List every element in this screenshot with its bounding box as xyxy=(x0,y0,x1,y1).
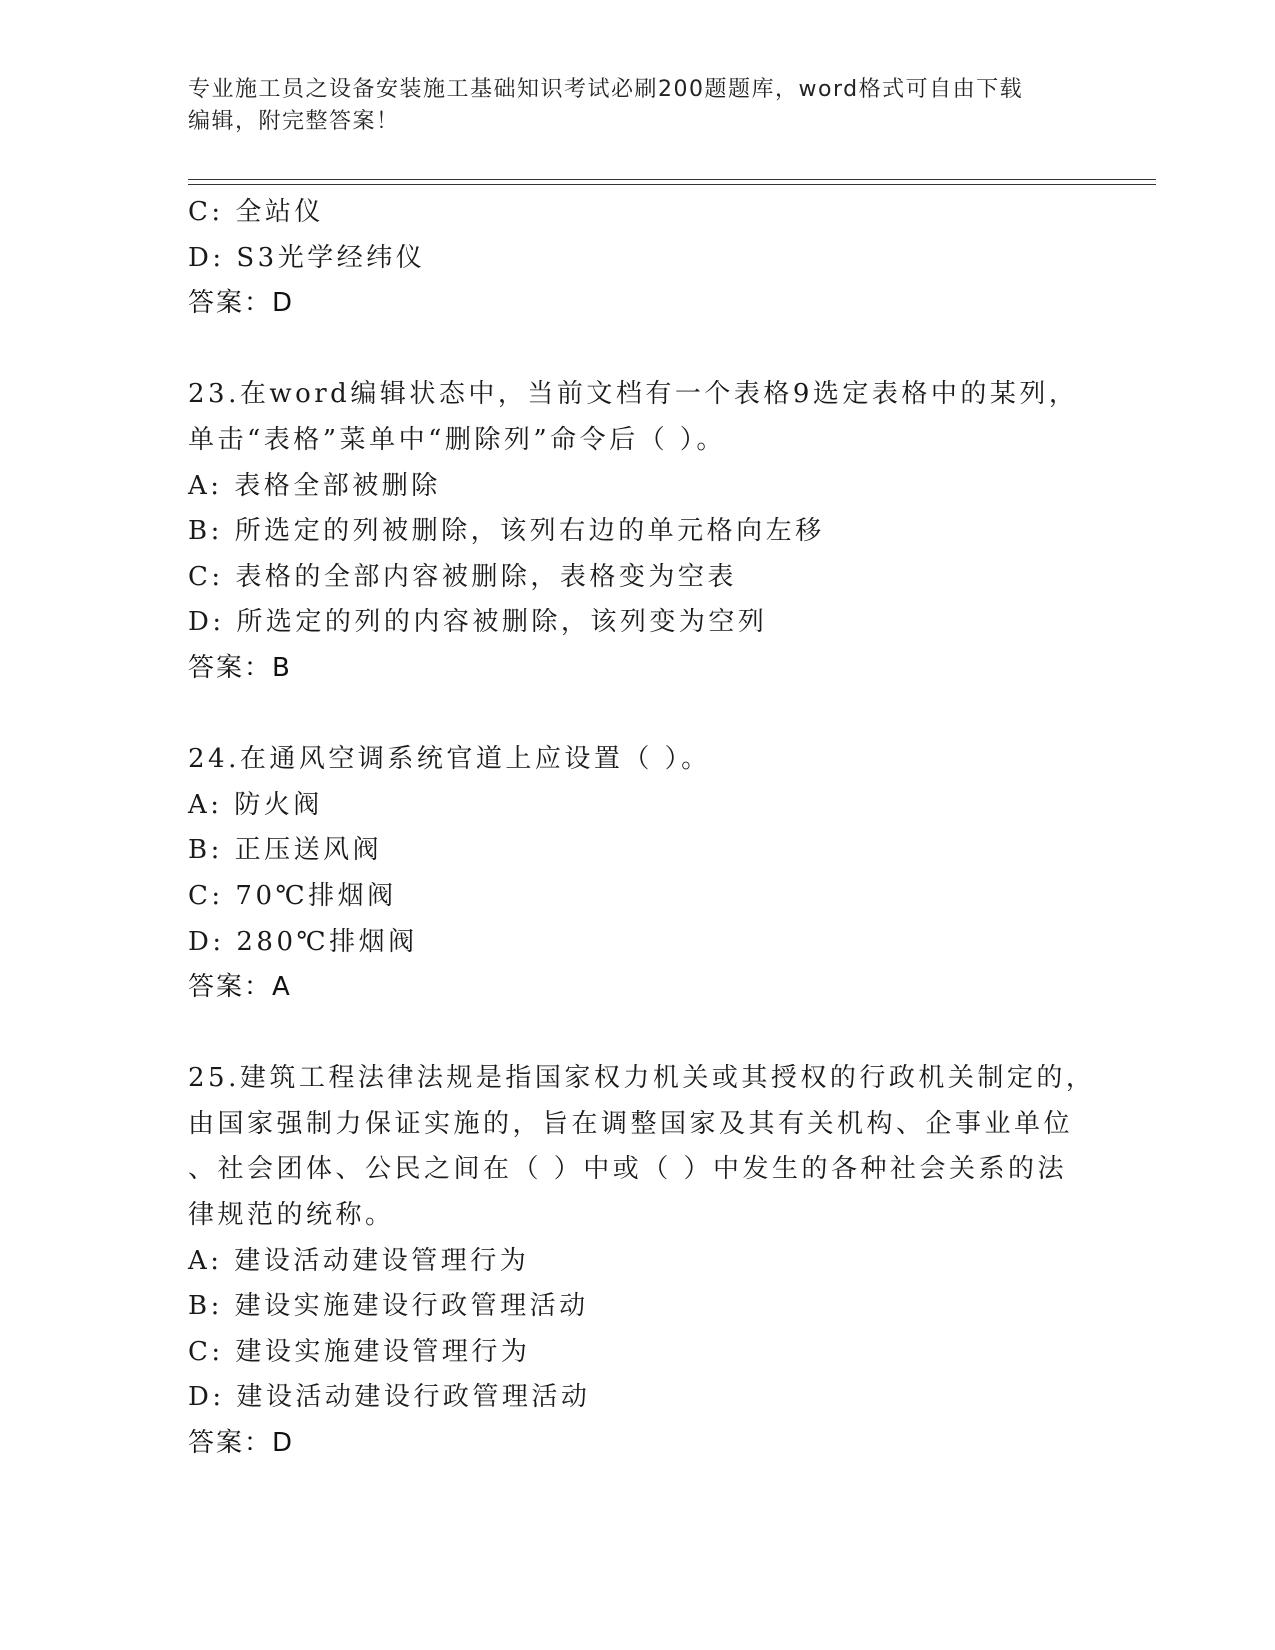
question-line: B: 所选定的列被删除，该列右边的单元格向左移 xyxy=(188,516,825,547)
question-line: D: 280℃排烟阀 xyxy=(188,926,418,957)
question-line: C: 全站仪 xyxy=(188,197,324,227)
answer-line: 答案：D xyxy=(188,1428,295,1459)
question-line: C: 表格的全部内容被删除，表格变为空表 xyxy=(188,561,737,592)
question-block xyxy=(188,372,1088,691)
question-line: D: S3光学经纬仪 xyxy=(188,242,426,273)
question-list xyxy=(188,190,1096,1467)
question-line: 单击“表格”菜单中“删除列”命令后（ ）。 xyxy=(188,424,726,455)
block-spacer xyxy=(188,692,1088,738)
question-line: A: 表格全部被删除 xyxy=(188,470,441,501)
header-line-2: 编辑，附完整答案！ xyxy=(188,109,400,134)
question-block xyxy=(188,737,1088,1011)
block-spacer xyxy=(188,1011,1088,1057)
answer-line: 答案：A xyxy=(188,972,292,1003)
question-line: 23.在word编辑状态中，当前文档有一个表格9选定表格中的某列， xyxy=(188,379,1079,410)
question-line: 24.在通风空调系统官道上应设置（ ）。 xyxy=(188,744,711,775)
question-line: C: 70℃排烟阀 xyxy=(188,880,397,911)
document-header xyxy=(188,74,1088,138)
question-line: 、社会团体、公民之间在（ ）中或（ ）中发生的各种社会关系的法 xyxy=(188,1154,1068,1185)
question-line: 25.建筑工程法律法规是指国家权力机关或其授权的行政机关制定的， xyxy=(188,1063,1096,1094)
question-line: 律规范的统称。 xyxy=(188,1200,395,1231)
question-line: A: 建设活动建设管理行为 xyxy=(188,1245,530,1276)
answer-line: 答案：D xyxy=(188,288,295,319)
question-block xyxy=(188,190,1088,327)
header-divider-top xyxy=(188,179,1156,180)
answer-line: 答案：B xyxy=(188,652,292,683)
question-line: B: 建设实施建设行政管理活动 xyxy=(188,1291,589,1322)
question-line: D: 所选定的列的内容被删除，该列变为空列 xyxy=(188,607,768,638)
question-line: B: 正压送风阀 xyxy=(188,835,383,866)
block-spacer xyxy=(188,327,1088,373)
question-line: C: 建设实施建设管理行为 xyxy=(188,1336,531,1367)
question-line: 由国家强制力保证实施的，旨在调整国家及其有关机构、企事业单位 xyxy=(188,1108,1074,1139)
question-line: D: 建设活动建设行政管理活动 xyxy=(188,1382,591,1413)
header-line-1: 专业施工员之设备安装施工基础知识考试必刷200题题库，word格式可自由下载 xyxy=(188,77,1024,102)
header-divider-bottom xyxy=(188,184,1156,185)
question-line: A: 防火阀 xyxy=(188,789,323,820)
question-block xyxy=(188,1056,1096,1466)
